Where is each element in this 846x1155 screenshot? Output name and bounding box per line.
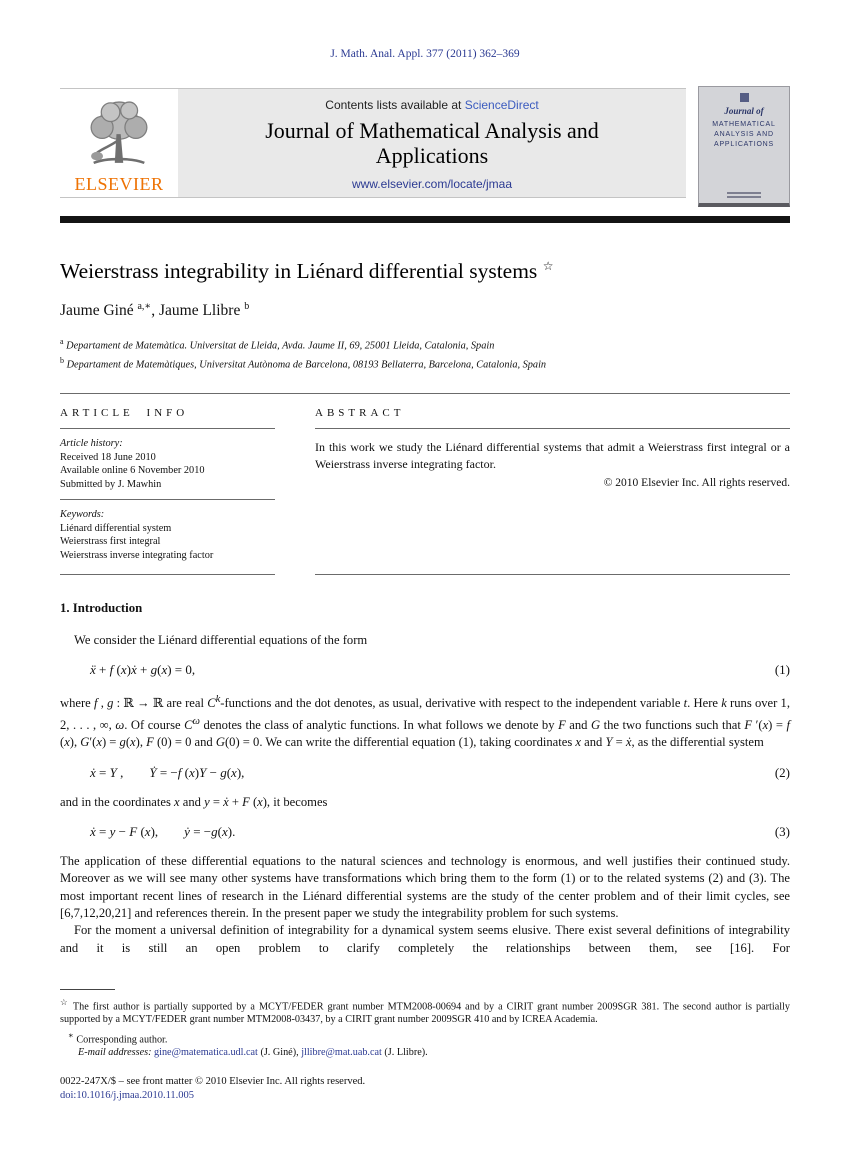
footnotes-block <box>60 996 790 1060</box>
cover-title-caps <box>699 120 789 150</box>
issn-line: 0022-247X/$ – see front matter © 2010 Elsevier Inc. All rights reserved. <box>60 1076 366 1088</box>
contents-prefix: Contents lists available at <box>325 98 465 112</box>
journal-banner <box>178 89 686 197</box>
journal-header <box>60 88 790 207</box>
affiliation-a: $^a$ Departament de Matemàtica. Universitat de Lleida, Avda. Jaume II, 69, 25001 Lleida, Catalonia, Spain <box>60 337 495 352</box>
affiliations <box>60 335 790 373</box>
footnote-emails: E-mail addresses: gine@matematica.udl.cat (J. Giné), jllibre@mat.uab.cat (J. Llibre). <box>78 1047 428 1059</box>
equation-1-number: (1) <box>774 662 790 678</box>
title-footnote-mark[interactable]: ☆ <box>542 259 554 273</box>
footnote-corresponding-author: ∗ Corresponding author. <box>68 1029 168 1045</box>
front-matter-block <box>60 1075 790 1103</box>
cover-line-3: APPLICATIONS <box>713 141 775 148</box>
history-submitted: Submitted by J. Mawhin <box>60 478 162 490</box>
keyword-2: Weierstrass first integral <box>60 536 161 548</box>
cover-emblem-icon <box>740 93 749 102</box>
equation-2-number: (2) <box>774 764 790 780</box>
journal-title: Journal of Mathematical Analysis and Applications <box>265 118 599 168</box>
equation-2-body: ẋ = Y , Ẏ = −f (x)Y − g(x), <box>90 764 245 780</box>
keywords-block <box>60 508 275 562</box>
history-received: Received 18 June 2010 <box>60 451 156 463</box>
equation-3-body: ẋ = y − F (x), ẏ = −g(x). <box>90 824 236 840</box>
intro-paragraph-1: We consider the Liénard differential equations of the form <box>74 633 368 648</box>
intro-paragraph-3: and in the coordinates x and y = ẋ + F (x), it becomes <box>60 794 328 809</box>
abstract-column <box>315 394 790 575</box>
intro-paragraph-4: The application of these differential equations to the natural sciences and technology is enormous, and well justifies their continued study. Moreover as we will see many other systems have transformations which bring them to the form (1) or to the related systems (2) and (3). The most important recent lines of research in the Liénard differential systems are the study of the center problem and of their limit cycles, see [6,7,12,20,21] and references therein. In the present paper we study the integrability problem for such systems. <box>60 854 790 920</box>
intro-paragraph-2: where f , g : ℝ → ℝ are real $C^k$-functions and the dot denotes, as usual, derivative with respect to the independent variable t. Here k runs over 1, 2, . . . , ∞, ω. Of course $C^\omega$ denotes the class of analytic functions. In what follows we denote by F and G the two functions such that F ′(x) = f (x), G′(x) = g(x), F (0) = 0 and G(0) = 0. We can write the differential equation (1), taking coordinates x and Y = ẋ, as the differential system <box>60 694 791 750</box>
article-history <box>60 429 275 491</box>
article-info-header: ARTICLE INFO <box>60 394 275 429</box>
sciencedirect-link[interactable]: ScienceDirect <box>464 98 539 112</box>
journal-url-link[interactable]: www.elsevier.com/locate/jmaa <box>351 177 513 191</box>
article-info-abstract-section <box>60 393 790 575</box>
email-link-gine[interactable]: gine@matematica.udl.cat <box>154 1047 258 1059</box>
equation-3-number: (3) <box>774 824 790 840</box>
keywords-label: Keywords: <box>60 509 105 521</box>
authors-line: Jaume Giné $^{a,∗}$, Jaume Llibre $^b$ <box>60 301 250 320</box>
keyword-1: Liénard differential system <box>60 522 172 534</box>
equation-1 <box>60 662 790 678</box>
page-header-citation: J. Math. Anal. Appl. 377 (2011) 362–369 <box>330 48 520 60</box>
info-divider-rule <box>60 499 275 500</box>
article-info-column <box>60 394 275 575</box>
header-divider-bar <box>60 216 790 223</box>
article-history-label: Article history: <box>60 438 123 450</box>
introduction-heading: 1. Introduction <box>60 601 143 616</box>
cover-footer-marks <box>699 192 789 198</box>
footnote-grant: ☆ The first author is partially supported by a MCYT/FEDER grant number MTM2008-00694 and by a CIRIT grant number 2009SGR 381. The second author is partially supported by a MCYT/FEDER grant number MTM2008-03437, by a CIRIT grant number 2009SGR 410 and by ICREA Academia. <box>60 996 790 1026</box>
footnote-rule <box>60 989 115 990</box>
elsevier-logo <box>60 89 178 197</box>
paper-title <box>60 259 790 284</box>
affiliation-b: $^b$ Departament de Matemàtiques, Universitat Autònoma de Barcelona, 08193 Bellaterra, Barcelona, Catalonia, Spain <box>60 356 547 371</box>
cover-line-2: ANALYSIS AND <box>714 131 774 138</box>
intro-paragraph-5: For the moment a universal definition of integrability for a dynamical system seems elusive. There exist several definitions of integrability and it is still an open problem to clarify completely the relationships between them, see [16]. For <box>60 923 790 955</box>
journal-cover-thumbnail[interactable] <box>698 86 790 207</box>
equation-3 <box>60 824 790 840</box>
keyword-3: Weierstrass inverse integrating factor <box>60 549 214 561</box>
abstract-header: ABSTRACT <box>315 394 790 429</box>
equation-2 <box>60 765 790 781</box>
paper-title-text: Weierstrass integrability in Liénard differential systems <box>60 259 538 284</box>
cover-journal-of: Journal of <box>724 106 764 116</box>
abstract-copyright: © 2010 Elsevier Inc. All rights reserved. <box>603 477 790 490</box>
abstract-text: In this work we study the Liénard differential systems that admit a Weierstrass first integral or a Weierstrass inverse integrating factor. <box>315 440 790 472</box>
elsevier-wordmark: ELSEVIER <box>74 174 164 194</box>
contents-line <box>178 98 686 112</box>
history-available: Available online 6 November 2010 <box>60 465 205 477</box>
email-link-llibre[interactable]: jllibre@mat.uab.cat <box>301 1047 382 1059</box>
cover-line-1: MATHEMATICAL <box>712 121 776 128</box>
doi-link[interactable]: doi:10.1016/j.jmaa.2010.11.005 <box>60 1090 195 1102</box>
banner-wrap <box>60 88 686 198</box>
elsevier-tree-icon <box>76 97 162 173</box>
equation-1-body: ẍ + f (x)ẋ + g(x) = 0, <box>90 662 196 678</box>
